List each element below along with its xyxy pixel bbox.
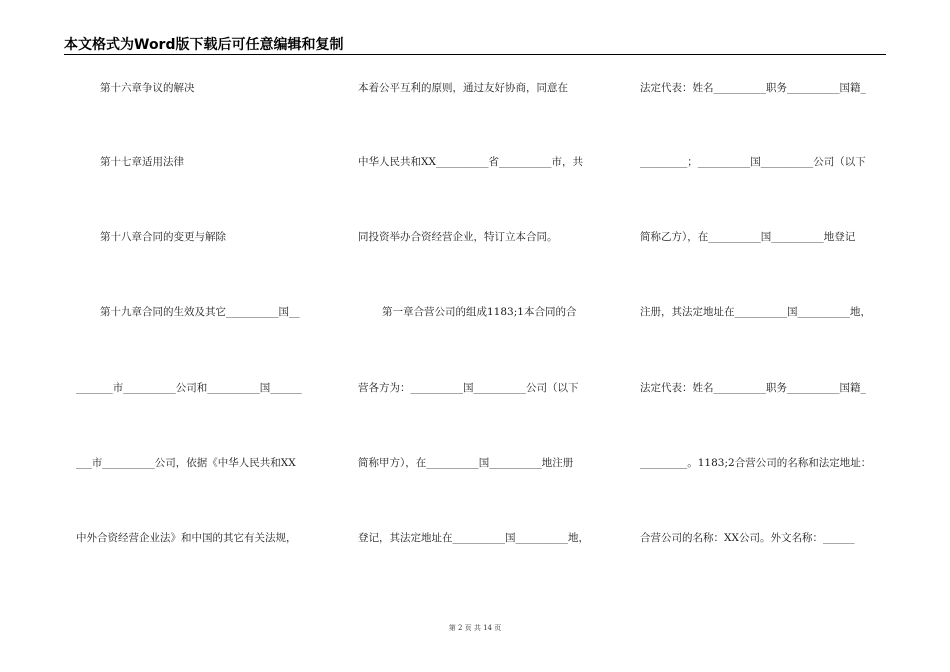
column-1-line-4: 第十九章合同的生效及其它__________国__ <box>100 306 300 318</box>
column-1-line-6: ___市__________公司，依据《中华人民共和XX <box>76 457 296 469</box>
column-2-line-2: 中华人民共和XX__________省__________市，共 <box>358 156 583 168</box>
column-3-line-2: _________；__________国__________公司（以下 <box>640 156 866 168</box>
column-3-line-5: 法定代表：姓名__________职务__________国籍_ <box>640 382 866 394</box>
column-3-line-6: _________。1183;2合营公司的名称和法定地址： <box>640 457 872 469</box>
column-3-line-1: 法定代表：姓名__________职务__________国籍_ <box>640 82 866 94</box>
column-3-line-7: 合营公司的名称：XX公司。外文名称：______ <box>640 532 855 544</box>
column-2-line-7: 登记，其法定地址在__________国__________地， <box>358 532 589 544</box>
page-header <box>64 34 886 55</box>
column-1-line-5: _______市__________公司和__________国______ <box>76 382 302 394</box>
column-1-line-1: 第十六章争议的解决 <box>100 82 195 94</box>
page-number: 第 2 页 共 14 页 <box>448 624 502 632</box>
column-1-line-2: 第十七章适用法律 <box>100 156 184 168</box>
column-3-line-3: 简称乙方），在__________国__________地登记 <box>640 231 856 243</box>
column-1-line-7: 中外合资经营企业法》和中国的其它有关法规， <box>76 532 297 544</box>
column-2-line-1: 本着公平互利的原则，通过友好协商，同意在 <box>358 82 568 94</box>
column-2-line-6: 简称甲方），在__________国__________地注册 <box>358 457 574 469</box>
column-1-line-3: 第十八章合同的变更与解除 <box>100 231 226 243</box>
column-2-line-3: 同投资举办合资经营企业，特订立本合同。 <box>358 231 558 243</box>
header-title: 本文格式为Word版下载后可任意编辑和复制 <box>64 37 344 53</box>
column-3-line-4: 注册，其法定地址在__________国__________地， <box>640 306 871 318</box>
page-footer <box>0 623 950 633</box>
column-2-line-5: 营各方为：__________国__________公司（以下 <box>358 382 579 394</box>
column-2-line-4: 第一章合营公司的组成1183;1本合同的合 <box>382 306 577 318</box>
